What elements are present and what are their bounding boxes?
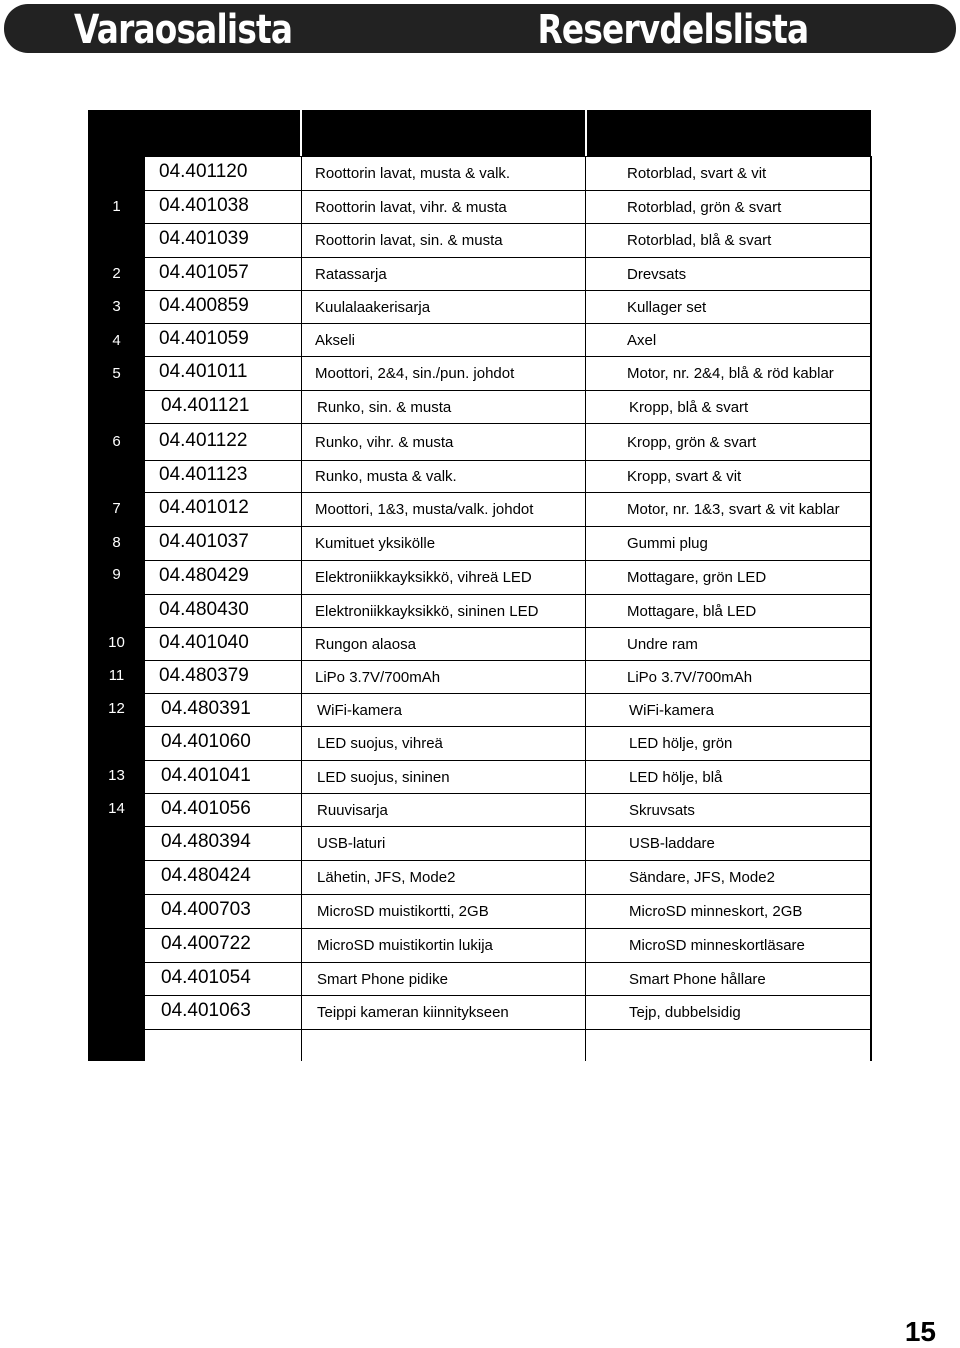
description-swedish: Gummi plug bbox=[627, 535, 708, 552]
description-swedish: LED hölje, grön bbox=[629, 735, 733, 752]
part-code: 04.401057 bbox=[159, 261, 249, 283]
description-finnish: MicroSD muistikortin lukija bbox=[317, 937, 493, 954]
description-swedish: USB-laddare bbox=[629, 835, 715, 852]
description-finnish: Kumituet yksikölle bbox=[315, 535, 436, 552]
header-cell-swedish bbox=[587, 110, 871, 156]
description-swedish: LiPo 3.7V/700mAh bbox=[627, 668, 753, 686]
item-number: 8 bbox=[112, 534, 121, 551]
part-code: 04.401038 bbox=[159, 194, 249, 216]
item-number: 2 bbox=[112, 265, 121, 282]
description-finnish: LED suojus, sininen bbox=[317, 768, 450, 786]
part-code: 04.480391 bbox=[161, 697, 251, 719]
description-finnish: Rungon alaosa bbox=[315, 635, 416, 653]
description-swedish: Smart Phone hållare bbox=[629, 970, 766, 988]
part-code: 04.480429 bbox=[159, 565, 249, 586]
description-finnish: LiPo 3.7V/700mAh bbox=[315, 668, 441, 686]
description-swedish: Tejp, dubbelsidig bbox=[629, 1004, 741, 1021]
description-swedish: Rotorblad, grön & svart bbox=[627, 198, 782, 216]
item-number: 5 bbox=[112, 365, 121, 382]
description-finnish: Kuulalaakerisarja bbox=[315, 298, 431, 316]
description-swedish: Motor, nr. 2&4, blå & röd kablar bbox=[627, 365, 834, 382]
description-swedish: Skruvsats bbox=[629, 801, 695, 819]
part-code: 04.401122 bbox=[159, 429, 248, 451]
item-number: 3 bbox=[112, 298, 121, 315]
part-code: 04.480430 bbox=[159, 598, 249, 620]
description-swedish: Axel bbox=[627, 331, 657, 349]
description-finnish: Teippi kameran kiinnitykseen bbox=[317, 1004, 509, 1021]
part-code: 04.401039 bbox=[159, 228, 249, 249]
row-separator bbox=[145, 693, 871, 694]
description-swedish: Rotorblad, svart & vit bbox=[627, 165, 767, 182]
description-swedish: MicroSD minneskortläsare bbox=[629, 937, 805, 954]
item-number: 6 bbox=[112, 433, 121, 450]
item-number: 1 bbox=[112, 198, 121, 215]
table-right-border bbox=[870, 156, 872, 1061]
item-number: 14 bbox=[108, 800, 125, 817]
description-finnish: Ruuvisarja bbox=[317, 801, 388, 819]
part-code: 04.480424 bbox=[161, 865, 251, 886]
header-cell-code bbox=[145, 110, 300, 156]
description-finnish: Akseli bbox=[315, 331, 356, 349]
description-swedish: Kropp, blå & svart bbox=[629, 398, 749, 416]
item-number: 9 bbox=[112, 566, 121, 583]
item-number: 4 bbox=[112, 332, 121, 349]
description-swedish: Kropp, grön & svart bbox=[627, 433, 757, 451]
part-code: 04.401121 bbox=[161, 394, 250, 416]
row-separator bbox=[145, 826, 871, 827]
part-code: 04.400859 bbox=[159, 294, 249, 316]
row-separator bbox=[145, 860, 871, 861]
part-code: 04.400703 bbox=[161, 899, 251, 920]
description-swedish: Mottagare, blå LED bbox=[627, 602, 757, 620]
row-separator bbox=[145, 995, 871, 996]
description-finnish: Runko, vihr. & musta bbox=[315, 433, 454, 451]
row-separator bbox=[145, 627, 871, 628]
description-finnish: WiFi-kamera bbox=[317, 701, 402, 719]
description-finnish: Smart Phone pidike bbox=[317, 970, 448, 988]
part-code: 04.401056 bbox=[161, 797, 251, 819]
description-swedish: Kropp, svart & vit bbox=[627, 468, 742, 485]
row-separator bbox=[145, 928, 871, 929]
description-finnish: Runko, musta & valk. bbox=[315, 468, 457, 485]
row-separator bbox=[145, 726, 871, 727]
row-separator bbox=[145, 962, 871, 963]
description-finnish: Elektroniikkayksikkö, sininen LED bbox=[315, 602, 539, 620]
item-number: 10 bbox=[108, 634, 125, 651]
part-code: 04.401040 bbox=[159, 631, 249, 653]
row-separator bbox=[145, 390, 871, 391]
part-code: 04.480394 bbox=[161, 831, 251, 852]
row-separator bbox=[145, 190, 871, 191]
description-finnish: Roottorin lavat, vihr. & musta bbox=[315, 198, 507, 216]
item-number: 11 bbox=[108, 667, 125, 684]
row-separator bbox=[145, 560, 871, 561]
row-separator bbox=[145, 526, 871, 527]
part-code: 04.401012 bbox=[159, 497, 249, 518]
page-number: 15 bbox=[904, 1316, 936, 1347]
row-separator bbox=[145, 223, 871, 224]
row-separator bbox=[145, 257, 871, 258]
description-finnish: Moottori, 1&3, musta/valk. johdot bbox=[315, 501, 534, 518]
title-swedish: Reservdelslista bbox=[537, 7, 808, 53]
part-code: 04.401123 bbox=[159, 464, 248, 485]
part-code: 04.480379 bbox=[159, 664, 249, 686]
row-separator bbox=[145, 793, 871, 794]
part-code: 04.400722 bbox=[161, 933, 251, 954]
header-cell-finnish bbox=[302, 110, 585, 156]
part-code: 04.401063 bbox=[161, 1000, 251, 1021]
description-swedish: Rotorblad, blå & svart bbox=[627, 232, 772, 249]
row-separator bbox=[145, 290, 871, 291]
row-separator bbox=[145, 760, 871, 761]
row-separator bbox=[145, 423, 871, 424]
description-finnish: Roottorin lavat, sin. & musta bbox=[315, 232, 503, 249]
item-number: 12 bbox=[108, 700, 125, 717]
description-swedish: Mottagare, grön LED bbox=[627, 569, 767, 586]
item-number: 13 bbox=[108, 767, 125, 784]
description-swedish: Kullager set bbox=[627, 298, 707, 316]
row-separator bbox=[145, 156, 871, 157]
description-swedish: WiFi-kamera bbox=[629, 701, 714, 719]
part-code: 04.401059 bbox=[159, 327, 249, 349]
description-finnish: Lähetin, JFS, Mode2 bbox=[317, 869, 456, 886]
part-code: 04.401041 bbox=[161, 764, 251, 786]
description-finnish: Elektroniikkayksikkö, vihreä LED bbox=[315, 569, 532, 586]
row-separator bbox=[145, 1029, 871, 1030]
number-column bbox=[88, 110, 145, 1061]
part-code: 04.401037 bbox=[159, 531, 249, 552]
description-finnish: Ratassarja bbox=[315, 265, 387, 283]
description-finnish: MicroSD muistikortti, 2GB bbox=[317, 903, 489, 920]
description-swedish: Undre ram bbox=[627, 635, 698, 653]
description-swedish: MicroSD minneskort, 2GB bbox=[629, 903, 803, 920]
description-finnish: USB-laturi bbox=[317, 835, 386, 852]
title-finnish: Varaosalista bbox=[74, 7, 293, 53]
description-swedish: Drevsats bbox=[627, 265, 687, 283]
parts-table bbox=[88, 110, 872, 1061]
column-divider bbox=[301, 156, 302, 1061]
part-code: 04.401054 bbox=[161, 966, 251, 988]
part-code: 04.401120 bbox=[159, 161, 248, 182]
column-divider bbox=[585, 156, 586, 1061]
description-finnish: LED suojus, vihreä bbox=[317, 735, 443, 752]
description-finnish: Moottori, 2&4, sin./pun. johdot bbox=[315, 365, 515, 382]
header-bar bbox=[4, 4, 956, 53]
row-separator bbox=[145, 323, 871, 324]
part-code: 04.401060 bbox=[161, 731, 251, 752]
row-separator bbox=[145, 660, 871, 661]
part-code: 04.401011 bbox=[159, 361, 248, 382]
row-separator bbox=[145, 356, 871, 357]
description-finnish: Roottorin lavat, musta & valk. bbox=[315, 165, 511, 182]
item-number: 7 bbox=[112, 500, 121, 517]
description-finnish: Runko, sin. & musta bbox=[317, 398, 452, 416]
row-separator bbox=[145, 492, 871, 493]
row-separator bbox=[145, 460, 871, 461]
row-separator bbox=[145, 594, 871, 595]
description-swedish: LED hölje, blå bbox=[629, 768, 723, 786]
description-swedish: Sändare, JFS, Mode2 bbox=[629, 869, 775, 886]
row-separator bbox=[145, 894, 871, 895]
description-swedish: Motor, nr. 1&3, svart & vit kablar bbox=[627, 501, 840, 518]
